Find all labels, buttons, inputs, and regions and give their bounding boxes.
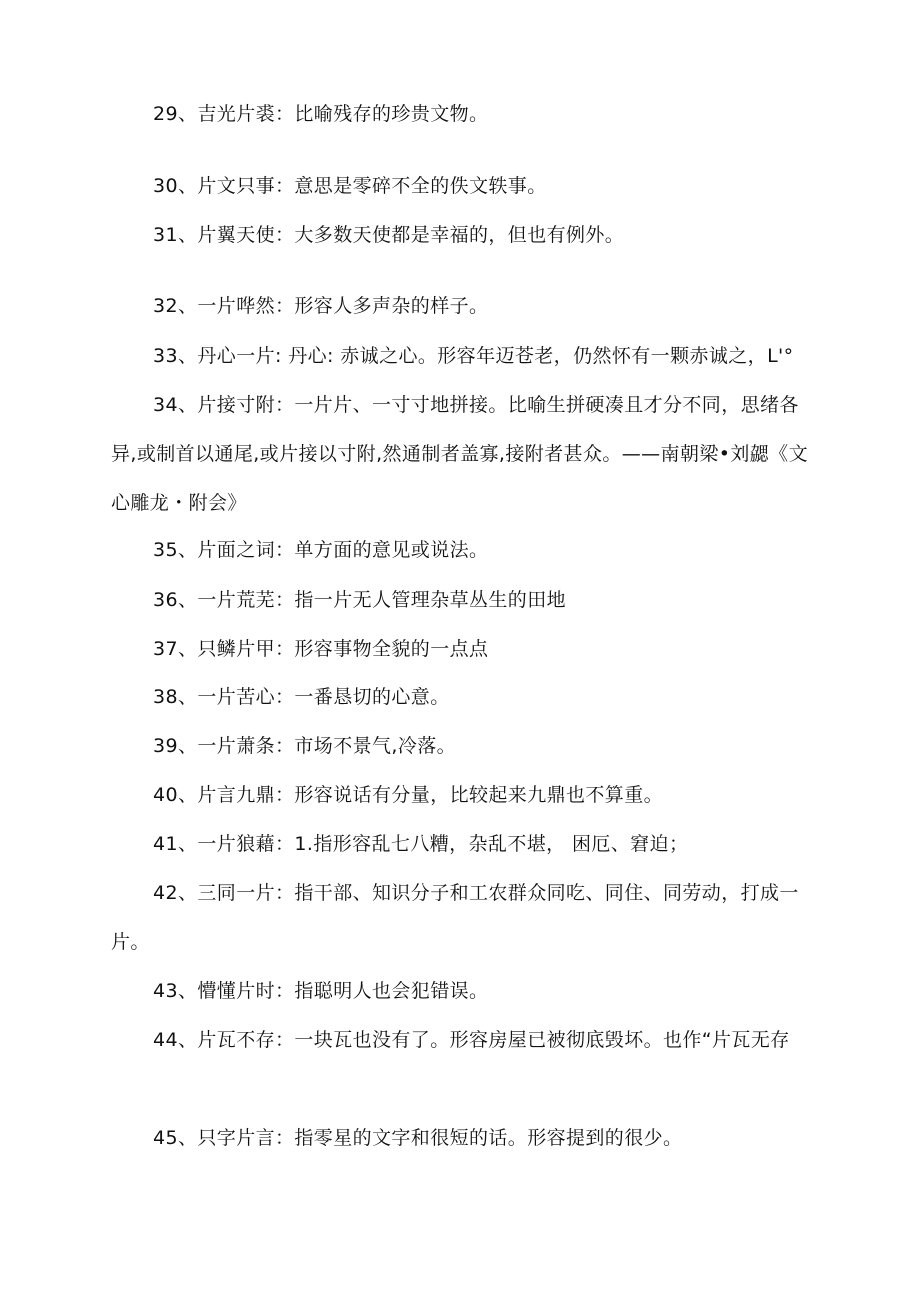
- entry-text: 片翼天使：大多数天使都是幸福的，但也有例外。: [197, 224, 625, 246]
- entry-text: 只鳞片甲：形容事物全貌的一点点: [197, 638, 489, 660]
- entry-text: 一片萧条：市场不景气,冷落。: [197, 735, 457, 757]
- idiom-entry-37: [111, 625, 811, 674]
- idiom-entry-34: [111, 381, 811, 528]
- entry-number: 44、: [153, 1029, 198, 1051]
- idiom-entry-33: [111, 332, 811, 381]
- entry-text: 丹心一片: 丹心: 赤诚之心。形容年迈苍老，仍然怀有一颗赤诚之，L'°: [197, 345, 794, 367]
- entry-number: 31、: [153, 224, 198, 246]
- entry-text: 一片苦心：一番恳切的心意。: [197, 686, 450, 708]
- entry-text: 片文只事：意思是零碎不全的佚文轶事。: [197, 175, 547, 197]
- entry-number: 33、: [153, 345, 198, 367]
- idiom-entry-29: [111, 90, 811, 139]
- entry-text: 一片荒芜：指一片无人管理杂草丛生的田地: [197, 589, 566, 611]
- idiom-entry-44: [111, 1016, 811, 1065]
- entry-text: 一片狼藉：1.指形容乱七八糟，杂乱不堪， 困厄、窘迫；: [197, 833, 689, 855]
- entry-text: 一片哗然：形容人多声杂的样子。: [197, 295, 489, 317]
- entry-number: 39、: [153, 735, 198, 757]
- entry-text: 片瓦不存：一块瓦也没有了。形容房屋已被彻底毁坏。也作“片瓦无存: [197, 1029, 790, 1051]
- idiom-entry-43: [111, 967, 811, 1016]
- entry-number: 30、: [153, 175, 198, 197]
- entry-number: 32、: [153, 295, 198, 317]
- entry-text: 片接寸附：一片片、一寸寸地拼接。比喻生拼硬凑且才分不同，思绪各异,或制首以通尾,或片接以寸附,然通制者盖寡,接附者甚众。——南朝梁•刘勰《文心雕龙・附会》: [111, 394, 808, 514]
- idiom-entry-42: [111, 869, 811, 967]
- entry-text: 片言九鼎：形容说话有分量，比较起来九鼎也不算重。: [197, 784, 663, 806]
- entry-number: 34、: [153, 394, 198, 416]
- idiom-entry-38: [111, 673, 811, 722]
- entry-text: 只字片言：指零星的文字和很短的话。形容提到的很少。: [197, 1127, 683, 1149]
- idiom-entry-36: [111, 576, 811, 625]
- idiom-entry-30: [111, 162, 811, 211]
- entry-number: 41、: [153, 833, 198, 855]
- entry-text: 三同一片：指干部、知识分子和工农群众同吃、同住、同劳动，打成一片。: [111, 882, 799, 953]
- entry-text: 吉光片裘：比喻残存的珍贵文物。: [197, 103, 489, 125]
- entry-number: 35、: [153, 539, 198, 561]
- entry-number: 42、: [153, 882, 198, 904]
- entry-number: 36、: [153, 589, 198, 611]
- entry-number: 40、: [153, 784, 198, 806]
- idiom-entry-32: [111, 282, 811, 331]
- idiom-entry-39: [111, 722, 811, 771]
- entry-number: 38、: [153, 686, 198, 708]
- entry-number: 43、: [153, 980, 198, 1002]
- entry-text: 懵懂片时：指聪明人也会犯错误。: [197, 980, 489, 1002]
- entry-number: 29、: [153, 103, 198, 125]
- entry-number: 37、: [153, 638, 198, 660]
- entry-number: 45、: [153, 1127, 198, 1149]
- idiom-entry-45: [111, 1114, 811, 1163]
- idiom-entry-31: [111, 211, 811, 260]
- idiom-entry-41: [111, 820, 811, 869]
- entry-text: 片面之词：单方面的意见或说法。: [197, 539, 489, 561]
- idiom-entry-40: [111, 771, 811, 820]
- idiom-entry-35: [111, 526, 811, 575]
